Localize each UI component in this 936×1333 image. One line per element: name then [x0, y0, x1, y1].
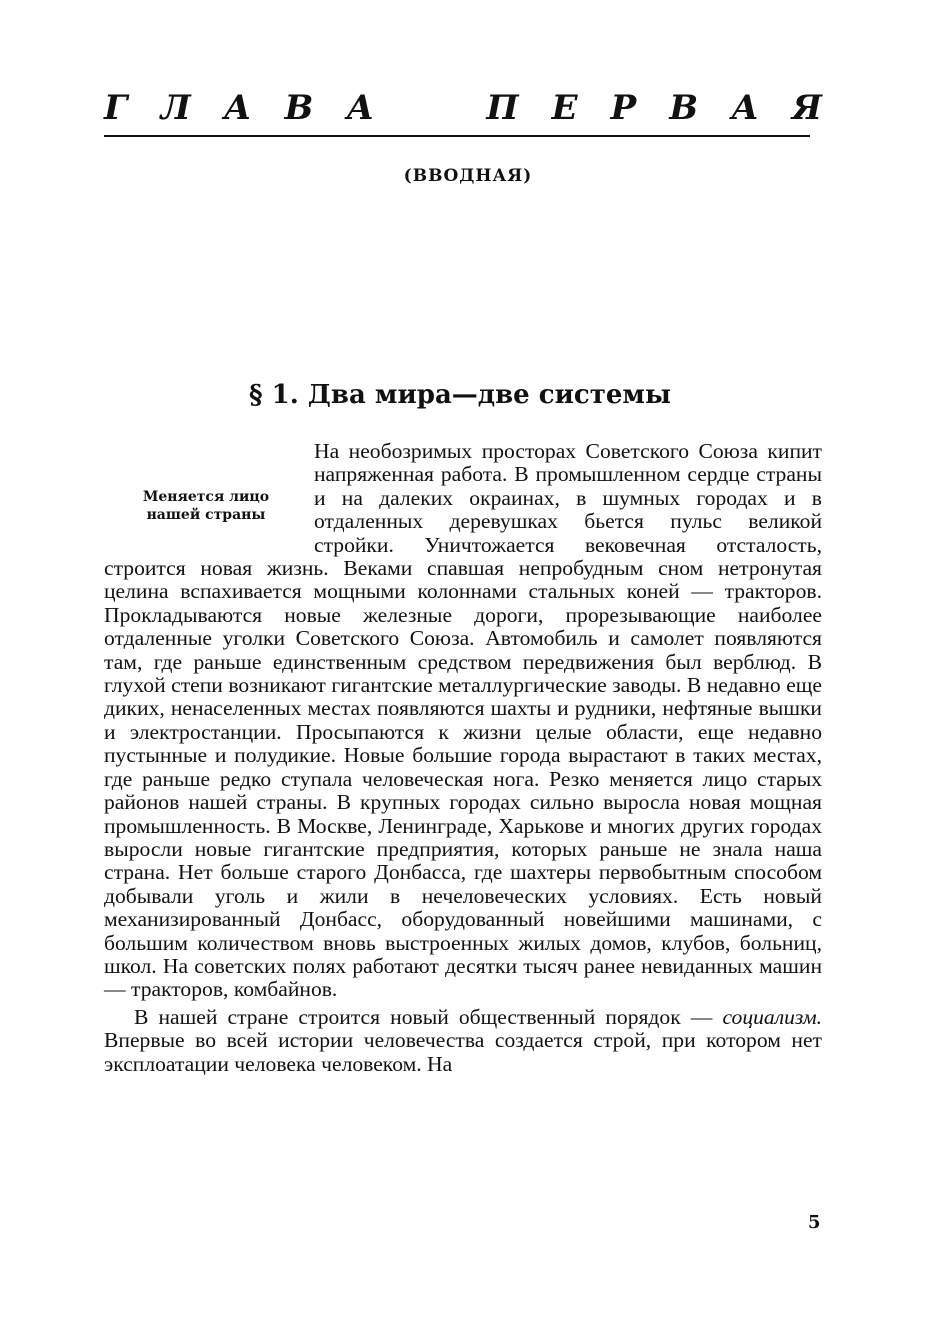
section-heading: § 1. Два мира—две системы: [248, 380, 672, 410]
chapter-letter: Г: [104, 88, 128, 128]
paragraph-text: Впервые во всей истории человечества создается строй, при котором нет эксплоатации человека человеком. На: [104, 1028, 822, 1076]
chapter-letter: А: [223, 88, 252, 128]
chapter-letter: А: [731, 88, 759, 128]
paragraph: На необозримых просторах Советского Союза кипит напряженная работа. В промышленном сердце страны и на далеких окраинах, в шумных городах и в отдаленных деревушках бьется пульс великой стройки. Уничтожается вековечная отсталость, строится новая жизнь. Веками спавшая непробудным сном нетронутая целина вспахивается мощными колоннами стальных коней — тракторов. Прокладываются новые железные дороги, прорезывающие наиболее отдаленные уголки Советского Союза. Автомобиль и самолет появляются там, где раньше единственным средством передвижения был верблюд. В глухой степи возникают гигантские металлургические заводы. В недавно еще диких, ненаселенных местах появляются шахты и рудники, нефтяные вышки и электростанции. Просыпаются к жизни целые области, еще недавно пустынные и полудикие. Новые большие города вырастают в таких местах, где раньше редко ступала человеческая нога. Резко меняется лицо старых районов нашей страны. В крупных городах сильно выросла новая мощная промышленность. В Москве, Ленинграде, Харькове и многих других городах выросли новые гигантские предприятия, которых раньше не знала наша страна. Нет больше старого Донбасса, где шахтеры первобытным способом добывали уголь и жили в нечеловеческих условиях. Есть новый механизированный Донбасс, оборудованный новейшими машинами, с большим количеством вновь выстроенных жилых домов, клубов, больниц, школ. На советских полях работают десятки тысяч ранее невиданных машин — тракторов, комбайнов.: [104, 439, 822, 1002]
margin-note-line: Меняется лицо: [142, 489, 270, 505]
word-gap: [407, 88, 453, 128]
chapter-letter: Е: [551, 88, 578, 128]
margin-note-space: [104, 440, 314, 557]
chapter-letter: В: [284, 88, 314, 128]
chapter-letter: П: [486, 88, 519, 128]
chapter-letter: В: [669, 88, 699, 128]
margin-note-line: нашей страны: [146, 507, 266, 523]
chapter-letter: А: [346, 88, 375, 128]
chapter-letter: Р: [610, 88, 637, 128]
emphasis-text: социализм.: [722, 1004, 822, 1029]
body-text: [104, 440, 822, 1076]
page-number: 5: [808, 1212, 821, 1233]
chapter-letter: Я: [792, 88, 822, 128]
chapter-subtitle: (ВВОДНАЯ): [403, 166, 533, 186]
title-rule: [104, 135, 810, 137]
chapter-title: [104, 88, 822, 128]
paragraph: [104, 1006, 822, 1076]
chapter-letter: Л: [160, 88, 191, 128]
paragraph-text: В нашей стране строится новый общественный порядок —: [134, 1004, 723, 1029]
